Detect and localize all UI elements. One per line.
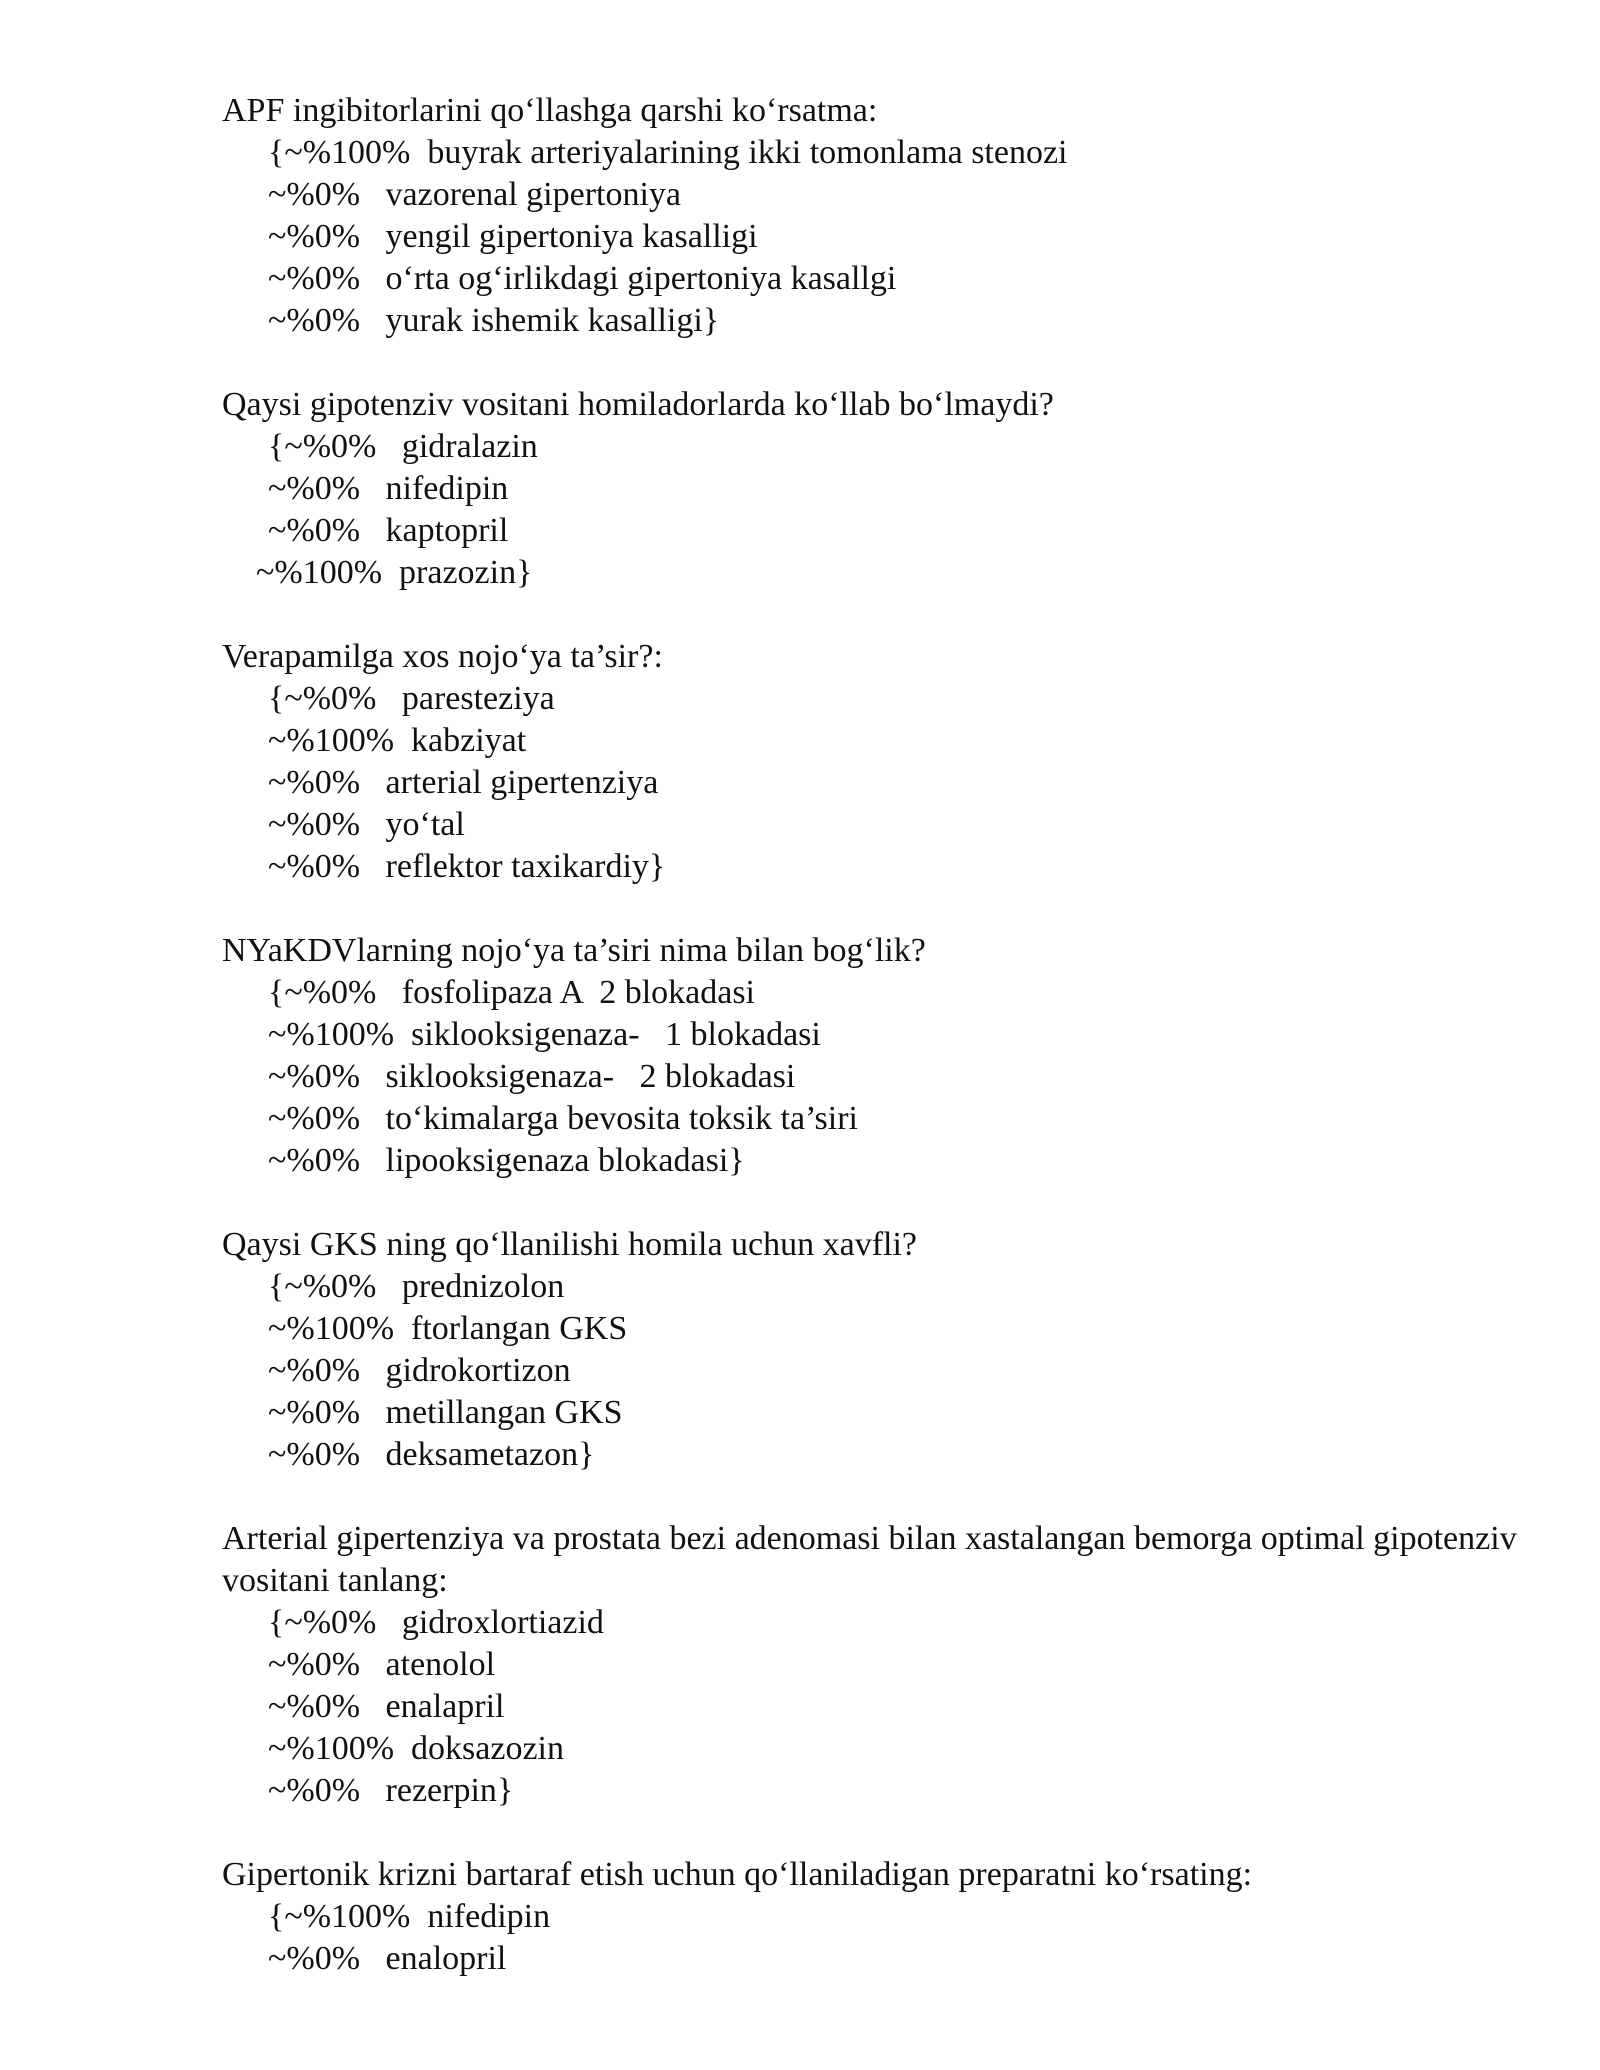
answer-option: ~%0% to‘kimalarga bevosita toksik ta’siri [268, 1100, 858, 1137]
question-text: Verapamilga xos nojo‘ya ta’sir?: [222, 638, 663, 675]
answer-option: ~%0% siklooksigenaza- 2 blokadasi [268, 1058, 796, 1095]
answer-option: ~%100% doksazozin [268, 1730, 564, 1767]
question-block [222, 930, 1522, 1182]
answer-option: {~%0% gidroxlortiazid [268, 1604, 604, 1641]
question-block [222, 90, 1522, 342]
answer-option: ~%100% siklooksigenaza- 1 blokadasi [268, 1016, 821, 1053]
answer-option: ~%0% rezerpin} [268, 1772, 514, 1809]
question-text: Gipertonik krizni bartaraf etish uchun qo‘llaniladigan preparatni ko‘rsating: [222, 1856, 1253, 1893]
question-text: APF ingibitorlarini qo‘llashga qarshi ko‘rsatma: [222, 92, 878, 129]
answer-option: ~%0% nifedipin [268, 470, 509, 507]
answer-option: ~%0% deksametazon} [268, 1436, 595, 1473]
answer-option: ~%0% vazorenal gipertoniya [268, 176, 682, 213]
document-page [222, 90, 1522, 2022]
answer-option: {~%100% nifedipin [268, 1898, 551, 1935]
answer-option: ~%0% gidrokortizon [268, 1352, 571, 1389]
question-block [222, 1518, 1522, 1812]
answer-option: ~%0% reflektor taxikardiy} [268, 848, 666, 885]
answer-option: ~%0% yo‘tal [268, 806, 465, 843]
answer-option: {~%100% buyrak arteriyalarining ikki tomonlama stenozi [268, 134, 1068, 171]
question-text: Qaysi gipotenziv vositani homiladorlarda ko‘llab bo‘lmaydi? [222, 386, 1054, 423]
question-text: Qaysi GKS ning qo‘llanilishi homila uchun xavfli? [222, 1226, 918, 1263]
answer-option: ~%0% kaptopril [268, 512, 509, 549]
answer-option: ~%100% ftorlangan GKS [268, 1310, 628, 1347]
answer-option: ~%0% o‘rta og‘irlikdagi gipertoniya kasallgi [268, 260, 897, 297]
question-block [222, 636, 1522, 888]
answer-option: {~%0% gidralazin [268, 428, 538, 465]
answer-option: {~%0% prednizolon [268, 1268, 565, 1305]
answer-option: ~%0% yengil gipertoniya kasalligi [268, 218, 758, 255]
answer-option: ~%0% lipooksigenaza blokadasi} [268, 1142, 745, 1179]
answer-option: ~%0% yurak ishemik kasalligi} [268, 302, 720, 339]
question-block [222, 384, 1522, 594]
question-text: NYaKDVlarning nojo‘ya ta’siri nima bilan bog‘lik? [222, 932, 926, 969]
answer-option: ~%0% enalopril [268, 1940, 507, 1977]
answer-option: ~%0% atenolol [268, 1646, 496, 1683]
answer-option: {~%0% fosfolipaza A 2 blokadasi [268, 974, 756, 1011]
answer-option: ~%0% arterial gipertenziya [268, 764, 659, 801]
answer-option: ~%100% kabziyat [268, 722, 527, 759]
question-block [222, 1854, 1522, 1980]
answer-option: ~%100% prazozin} [256, 554, 533, 591]
question-block [222, 1224, 1522, 1476]
answer-option: ~%0% enalapril [268, 1688, 505, 1725]
answer-option: ~%0% metillangan GKS [268, 1394, 623, 1431]
question-text: Arterial gipertenziya va prostata bezi adenomasi bilan xastalangan bemorga optimal gipotenziv vositani tanlang: [222, 1520, 1517, 1599]
answer-option: {~%0% paresteziya [268, 680, 555, 717]
